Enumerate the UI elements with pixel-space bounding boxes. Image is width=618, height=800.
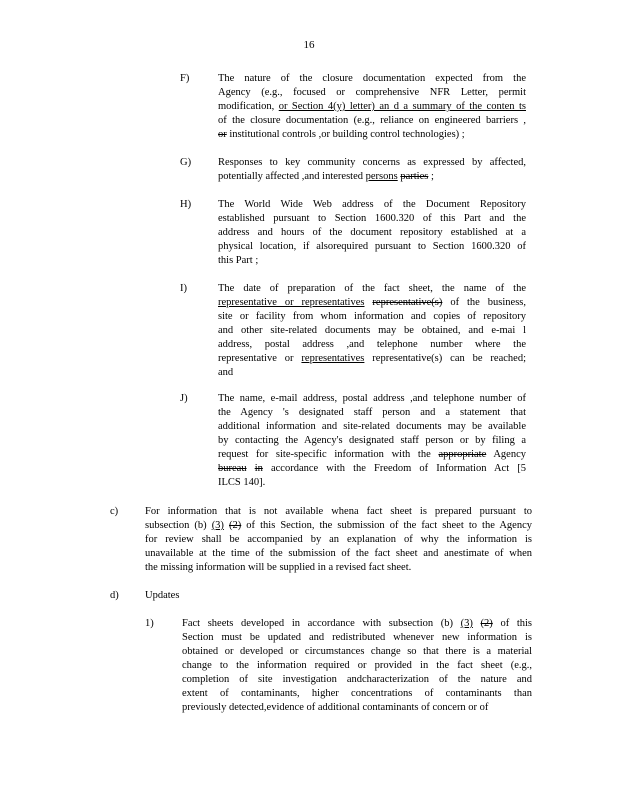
text-line [218,254,526,268]
text-run: site or facility from whom information and copies of repository [218,311,526,322]
text-line [145,547,532,561]
text-line [182,659,532,673]
text-run: previously detected,evidence of additional contaminants of concern or of [182,702,489,713]
text-run: and [218,367,234,378]
text-line [218,226,526,240]
text-line [218,212,526,226]
text-run: The name, e-mail address, postal address ,and telephone number of [218,393,526,404]
text-line [218,156,526,170]
text-line [145,589,532,603]
text-line [218,406,526,420]
text-run: of this [492,618,532,629]
text-line [218,434,526,448]
text-line [218,324,526,338]
text-run: The date of preparation of the fact sheet, the name of the [218,283,526,294]
inserted-text: (3) [460,618,473,629]
text-line [182,701,532,715]
inserted-text: or Section 4(y) letter) an d a summary of the conten ts [278,101,526,112]
text-line [182,687,532,701]
item-label: F) [180,73,190,84]
text-run [473,618,481,629]
text-line [218,420,526,434]
deleted-text: in [254,463,263,474]
text-run: change to the information required or provided in the fact sheet (e.g., [182,660,532,671]
text-line [218,282,526,296]
text-run: completion of site investigation andcharacterization of the nature and [182,674,532,685]
text-line [145,505,532,519]
text-line [145,561,532,575]
text-run: additional information and site-related documents may be available [218,421,526,432]
item-label: G) [180,157,192,168]
text-line [218,240,526,254]
text-line [218,392,526,406]
text-run: the Agency 's designated staff person and a statement that [218,407,526,418]
text-run: of the business, [442,297,526,308]
item-label: c) [110,506,119,517]
text-run: request for site-specific information with the [218,449,439,460]
text-run: of this Section, the submission of the fact sheet to the Agency [241,520,533,531]
text-run: ILCS 140]. [218,477,266,488]
text-line [218,476,526,490]
item-label: I) [180,283,187,294]
text-run: the missing information will be supplied in a revised fact sheet. [145,562,412,573]
text-line [182,645,532,659]
text-line [145,519,532,533]
text-line [218,170,526,184]
text-run: potentially affected ,and interested [218,171,366,182]
text-run: obtained or developed or circumstances change so that there is a material [182,646,532,657]
text-run: Updates [145,590,180,601]
inserted-text: (3) [211,520,224,531]
deleted-text: bureau [218,463,247,474]
text-run: modification, [218,101,279,112]
text-line [218,100,526,114]
text-line [218,310,526,324]
text-line [182,617,532,631]
text-line [218,352,526,366]
text-line [218,86,526,100]
text-line [145,533,532,547]
text-run: ; [428,171,434,182]
text-run: accordance with the Freedom of Information Act [5 [262,463,526,474]
deleted-text: appropriate [438,449,487,460]
text-line [218,128,526,142]
text-run: and other site-related documents may be obtained, and e-mai l [218,325,526,336]
item-label: d) [110,590,119,601]
text-run: of the closure documentation (e.g., reliance on engineered barriers , [218,115,526,126]
text-run: For information that is not available whena fact sheet is prepared pursuant to [145,506,532,517]
text-line [218,462,526,476]
text-run: Section must be updated and redistributed whenever new information is [182,632,532,643]
deleted-text: (2) [480,618,493,629]
item-label: J) [180,393,188,404]
text-run: Fact sheets developed in accordance with subsection (b) [182,618,461,629]
text-run: for review shall be accompanied by an explanation of why the information is [145,534,532,545]
text-run: address and hours of the document repository established at a [218,227,526,238]
text-run: extent of contaminants, higher concentrations of contaminants than [182,688,532,699]
text-run: Responses to key community concerns as expressed by affected, [218,157,526,168]
text-run: this Part ; [218,255,259,266]
text-line [182,631,532,645]
text-line [218,338,526,352]
text-run: representative or [218,353,302,364]
text-run: representative(s) can be reached; [364,353,526,364]
text-run: Agency (e.g., focused or comprehensive NFR Letter, permit [218,87,526,98]
text-run: by contacting the Agency's designated staff person or by filing a [218,435,526,446]
deleted-text: representative(s) [372,297,443,308]
deleted-text: parties [400,171,429,182]
item-label: 1) [145,618,154,629]
text-line [218,114,526,128]
text-line [218,72,526,86]
text-run: institutional controls ,or building control technologies) ; [226,129,465,140]
text-line [218,296,526,310]
inserted-text: representatives [301,353,365,364]
text-run: established pursuant to Section 1600.320 of this Part and the [218,213,526,224]
deleted-text: or [218,129,227,140]
text-run: unavailable at the time of the submission of the fact sheet and anestimate of when [145,548,532,559]
text-run: subsection (b) [145,520,212,531]
text-run: The World Wide Web address of the Document Repository [218,199,526,210]
text-line [218,448,526,462]
inserted-text: persons [365,171,398,182]
item-label: H) [180,199,192,210]
text-run: address, postal address ,and telephone number where the [218,339,526,350]
text-run [247,463,255,474]
page-number: 16 [303,39,315,51]
text-line [182,673,532,687]
text-run: Agency [486,449,527,460]
deleted-text: (2) [229,520,242,531]
text-run: physical location, if alsorequired pursuant to Section 1600.320 of [218,241,526,252]
text-line [218,198,526,212]
text-line [218,366,526,380]
text-run: The nature of the closure documentation expected from the [218,73,526,84]
inserted-text: representative or representatives [218,297,365,308]
